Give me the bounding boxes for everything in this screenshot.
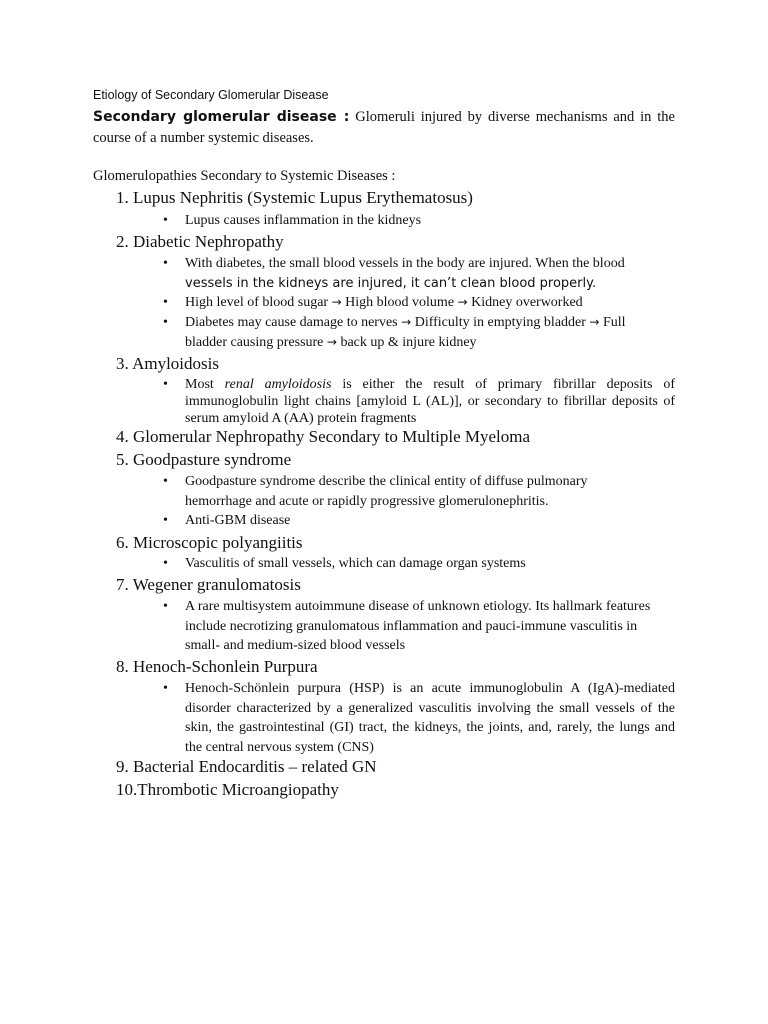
item-title: Bacterial Endocarditis – related GN bbox=[133, 757, 377, 776]
bullet-text: Vasculitis of small vessels, which can damage organ systems bbox=[185, 556, 526, 571]
bullet-dot: • bbox=[163, 513, 168, 528]
intro-text: Glomeruli injured by diverse mechanisms and in the course of a number systemic diseases. bbox=[93, 109, 675, 146]
bullet-dot: • bbox=[163, 315, 168, 330]
bullet-segment: High level of blood sugar bbox=[185, 295, 329, 310]
bullet-dot: • bbox=[163, 377, 168, 392]
bullet-dot: • bbox=[163, 474, 168, 489]
list-item-polyangiitis bbox=[116, 533, 303, 553]
bullet-segment: is either the result of primary fibrillar deposits of immunoglobulin light chains [amyloid L (AL)], or secondary to fibrillar deposits of serum amyloid A (AA) protein fragments bbox=[185, 377, 676, 426]
bullet-line bbox=[185, 335, 477, 350]
list-item-henoch bbox=[116, 657, 318, 677]
arrow-icon: → bbox=[457, 295, 468, 309]
bullet-text bbox=[185, 313, 675, 352]
item-title: Glomerular Nephropathy Secondary to Multiple Myeloma bbox=[133, 427, 531, 446]
item-title: Henoch-Schonlein Purpura bbox=[133, 657, 318, 676]
bullet-segment: Full bbox=[602, 315, 626, 330]
bullet-segment: Diabetes may cause damage to nerves bbox=[185, 315, 398, 330]
bullet-dot: • bbox=[163, 295, 168, 310]
bullet-dot: • bbox=[163, 556, 168, 571]
section-label: Glomerulopathies Secondary to Systemic Diseases : bbox=[93, 168, 396, 184]
item-title: Amyloidosis bbox=[132, 354, 219, 373]
item-title: Lupus Nephritis (Systemic Lupus Erythematosus) bbox=[133, 188, 473, 207]
bullet-line bbox=[185, 315, 626, 330]
bullet-line: With diabetes, the small blood vessels in the body are injured. When the blood bbox=[185, 256, 625, 271]
list-item-microangiopathy bbox=[116, 780, 339, 800]
arrow-icon: → bbox=[326, 334, 337, 349]
arrow-icon: → bbox=[401, 315, 412, 329]
bullet-emphasis: renal amyloidosis bbox=[224, 377, 332, 392]
bullet-text bbox=[185, 376, 675, 427]
document-heading: Etiology of Secondary Glomerular Disease bbox=[93, 88, 329, 102]
item-number: 2. bbox=[116, 232, 129, 251]
bullet-text bbox=[185, 254, 675, 293]
bullet-segment: High blood volume bbox=[345, 295, 455, 310]
bullet-line: vessels in the kidneys are injured, it can’t clean blood properly. bbox=[185, 275, 597, 291]
arrow-icon: → bbox=[589, 315, 600, 329]
bullet-text: Goodpasture syndrome describe the clinical entity of diffuse pulmonary hemorrhage and acute or rapidly progressive glomerulonephritis. bbox=[185, 474, 588, 509]
item-number: 8. bbox=[116, 657, 129, 676]
item-number: 1. bbox=[116, 188, 129, 207]
bullet-segment: Difficulty in emptying bladder bbox=[414, 315, 586, 330]
item-number: 7. bbox=[116, 575, 129, 594]
intro-paragraph bbox=[93, 107, 675, 149]
bullet-dot: • bbox=[163, 213, 168, 228]
arrow-icon: → bbox=[331, 295, 342, 309]
item-title: Wegener granulomatosis bbox=[132, 575, 301, 594]
bullet-dot: • bbox=[163, 681, 168, 696]
list-item-endocarditis bbox=[116, 757, 377, 777]
bullet-text: Lupus causes inflammation in the kidneys bbox=[185, 213, 422, 228]
item-number: 9. bbox=[116, 757, 129, 776]
item-number: 5. bbox=[116, 450, 129, 469]
bullet-text: A rare multisystem autoimmune disease of unknown etiology. Its hallmark features include necrotizing granulomatous inflammation and pauci-immune vasculitis in small- and medium-sized blood vessels bbox=[185, 599, 651, 653]
bullet-dot: • bbox=[163, 256, 168, 271]
bullet-segment: back up & injure kidney bbox=[340, 334, 477, 350]
bullet-text: Henoch-Schönlein purpura (HSP) is an acute immunoglobulin A (IgA)-mediated disorder characterized by a generalized vasculitis involving the small vessels of the skin, the gastrointestinal (GI) tract, the kidneys, the joints, and, rarely, the lungs and the central nervous system (CNS) bbox=[185, 681, 675, 755]
bullet-segment: Kidney overworked bbox=[471, 295, 583, 310]
list-item-goodpasture bbox=[116, 450, 291, 470]
list-item-myeloma bbox=[116, 427, 530, 447]
item-title: Diabetic Nephropathy bbox=[133, 232, 284, 251]
list-item-lupus bbox=[116, 188, 473, 208]
item-title: Goodpasture syndrome bbox=[133, 450, 292, 469]
item-title: Thrombotic Microangiopathy bbox=[137, 780, 339, 799]
item-number: 10. bbox=[116, 780, 138, 799]
list-item-wegener bbox=[116, 575, 301, 595]
bullet-segment: Most bbox=[185, 377, 214, 392]
item-title: Microscopic polyangiitis bbox=[133, 533, 303, 552]
bullet-text bbox=[185, 293, 675, 313]
item-number: 4. bbox=[116, 427, 129, 446]
item-number: 3. bbox=[116, 354, 129, 373]
bullet-dot: • bbox=[163, 599, 168, 614]
list-item-diabetic bbox=[116, 232, 284, 252]
bullet-text: Anti-GBM disease bbox=[185, 513, 291, 528]
intro-term: Secondary glomerular disease : bbox=[93, 109, 350, 125]
bullet-segment: bladder causing pressure bbox=[185, 334, 324, 350]
item-number: 6. bbox=[116, 533, 129, 552]
list-item-amyloidosis bbox=[116, 354, 219, 374]
